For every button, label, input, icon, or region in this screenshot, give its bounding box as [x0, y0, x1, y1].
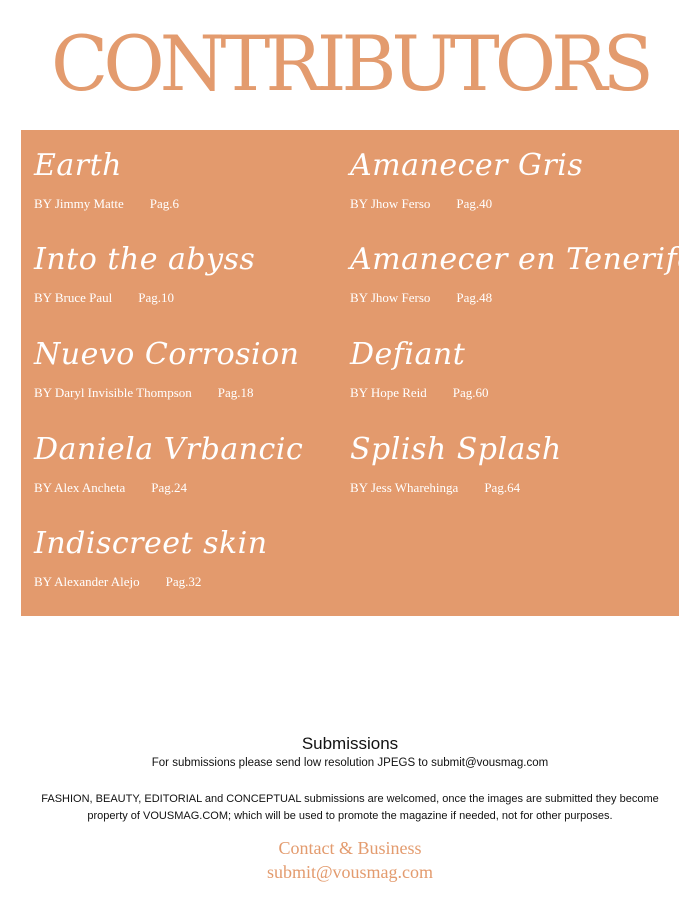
- submissions-instructions: For submissions please send low resolution JPEGS to submit@vousmag.com: [151, 757, 549, 769]
- story-page-number: Pag.6: [149, 196, 180, 211]
- story-meta: [350, 479, 520, 497]
- contributor-entry[interactable]: [34, 524, 344, 604]
- story-author: BY Jhow Ferso: [350, 290, 431, 305]
- submissions-heading: Submissions: [301, 734, 399, 753]
- page-title: CONTRIBUTORS: [51, 19, 649, 108]
- story-title[interactable]: Defiant: [350, 337, 466, 372]
- story-author: BY Daryl Invisible Thompson: [34, 385, 192, 400]
- story-title[interactable]: Into the abyss: [34, 242, 256, 277]
- submissions-terms: FASHION, BEAUTY, EDITORIAL and CONCEPTUAL submissions are welcomed, once the images are submitted they become property of VOUSMAG.COM; which will be used to promote the magazine if needed, not for other purposes.: [41, 793, 659, 822]
- story-page-number: Pag.60: [452, 385, 489, 400]
- story-author: BY Jhow Ferso: [350, 196, 431, 211]
- story-author: BY Hope Reid: [350, 385, 427, 400]
- contributor-entry[interactable]: [350, 240, 696, 320]
- story-title[interactable]: Amanecer en Tenerife: [350, 242, 696, 277]
- story-meta: [350, 195, 492, 213]
- contact-section: [0, 836, 700, 884]
- story-page-number: Pag.32: [165, 574, 202, 589]
- story-meta: [34, 479, 187, 497]
- story-author: BY Jess Wharehinga: [350, 480, 459, 495]
- contributor-entry[interactable]: [350, 146, 660, 226]
- story-title[interactable]: Nuevo Corrosion: [34, 337, 300, 372]
- story-page-number: Pag.18: [217, 385, 254, 400]
- story-author: BY Alex Ancheta: [34, 480, 126, 495]
- story-meta: [34, 289, 174, 307]
- story-title[interactable]: Daniela Vrbancic: [34, 432, 304, 467]
- story-page-number: Pag.48: [456, 290, 493, 305]
- story-title[interactable]: Indiscreet skin: [34, 526, 268, 561]
- story-author: BY Alexander Alejo: [34, 574, 140, 589]
- submissions-section: [0, 733, 700, 771]
- story-meta: [34, 195, 179, 213]
- contributor-entry[interactable]: [34, 430, 344, 510]
- story-meta: [350, 289, 492, 307]
- story-author: BY Jimmy Matte: [34, 196, 124, 211]
- contact-email-link[interactable]: submit@vousmag.com: [266, 862, 434, 882]
- story-page-number: Pag.10: [138, 290, 174, 305]
- story-meta: [34, 573, 201, 591]
- contributor-entry[interactable]: [34, 335, 344, 415]
- contributor-entry[interactable]: [350, 430, 660, 510]
- story-meta: [34, 384, 254, 402]
- story-page-number: Pag.40: [456, 196, 493, 211]
- story-meta: [350, 384, 489, 402]
- contributors-panel: [21, 130, 696, 616]
- story-title[interactable]: Amanecer Gris: [350, 148, 584, 183]
- contributor-entry[interactable]: [350, 335, 660, 415]
- story-title[interactable]: Earth: [34, 148, 123, 183]
- contact-heading: Contact & Business: [278, 838, 422, 858]
- contributor-entry[interactable]: [34, 240, 344, 320]
- contributor-entry[interactable]: [34, 146, 344, 226]
- story-page-number: Pag.64: [484, 480, 521, 495]
- story-page-number: Pag.24: [151, 480, 187, 495]
- story-author: BY Bruce Paul: [34, 290, 113, 305]
- story-title[interactable]: Splish Splash: [350, 432, 562, 467]
